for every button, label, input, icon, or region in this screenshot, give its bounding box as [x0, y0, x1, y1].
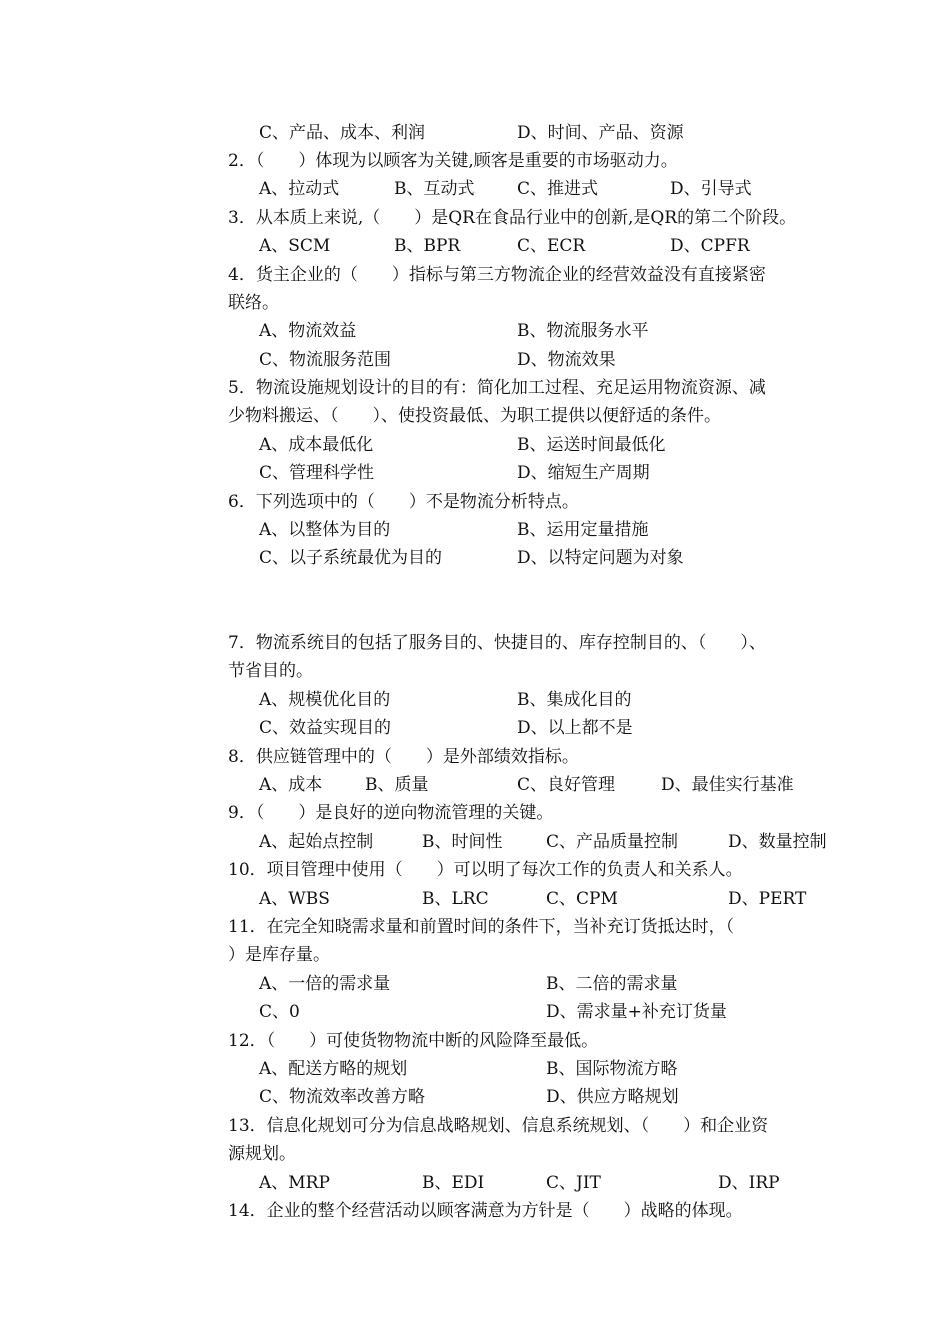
q10-option-d: D、PERT: [728, 889, 807, 909]
q7-option-b: B、集成化目的: [517, 690, 632, 710]
q10-option-a: A、WBS: [259, 889, 330, 909]
q9-option-a: A、起始点控制: [259, 832, 374, 852]
q11-option-d: D、需求量+补充订货量: [546, 1002, 727, 1022]
q5-option-c: C、管理科学性: [259, 463, 375, 483]
q11-option-b: B、二倍的需求量: [546, 974, 678, 994]
q7-option-c: C、效益实现目的: [259, 718, 392, 738]
q5-option-a: A、成本最低化: [259, 435, 374, 455]
q6-option-d: D、以特定问题为对象: [517, 548, 684, 568]
q6-option-a: A、以整体为目的: [259, 520, 391, 540]
q9-option-c: C、产品质量控制: [546, 832, 679, 852]
q2-option-a: A、拉动式: [259, 179, 340, 199]
q9-stem: 9．（ ）是良好的逆向物流管理的关键。: [228, 803, 554, 823]
q11-stem-line1: 11．在完全知晓需求量和前置时间的条件下，当补充订货抵达时，（: [228, 917, 735, 937]
q9-option-b: B、时间性: [422, 832, 503, 852]
q3-option-b: B、BPR: [394, 236, 461, 256]
q4-option-d: D、物流效果: [517, 350, 616, 370]
q5-option-d: D、缩短生产周期: [517, 463, 650, 483]
q5-option-b: B、运送时间最低化: [517, 435, 666, 455]
q8-option-c: C、良好管理: [517, 775, 616, 795]
q13-option-c: C、JIT: [546, 1173, 601, 1193]
q3-stem: 3．从本质上来说,（ ）是QR在食品行业中的创新,是QR的第二个阶段。: [228, 208, 797, 228]
q5-stem-line1: 5．物流设施规划设计的目的有：简化加工过程、充足运用物流资源、减: [228, 378, 766, 398]
q10-option-b: B、LRC: [422, 889, 489, 909]
q13-option-a: A、MRP: [259, 1173, 330, 1193]
q8-option-b: B、质量: [365, 775, 429, 795]
q3-option-a: A、SCM: [259, 236, 331, 256]
q12-option-c: C、物流效率改善方略: [259, 1087, 426, 1107]
q5-stem-line2: 少物料搬运、（ ）、使投资最低、为职工提供以便舒适的条件。: [228, 406, 721, 426]
q12-option-d: D、供应方略规划: [546, 1087, 679, 1107]
q8-stem: 8．供应链管理中的（ ）是外部绩效指标。: [228, 747, 579, 767]
q3-option-c: C、ECR: [517, 236, 586, 256]
q13-stem-line1: 13．信息化规划可分为信息战略规划、信息系统规划、（ ）和企业资: [228, 1116, 769, 1136]
q2-stem: 2．（ ）体现为以顾客为关键,顾客是重要的市场驱动力。: [228, 151, 678, 171]
q1-option-d: D、时间、产品、资源: [517, 123, 684, 143]
q4-stem-line2: 联络。: [228, 293, 279, 313]
q11-stem-line2: ）是库存量。: [228, 945, 330, 965]
q11-option-a: A、一倍的需求量: [259, 974, 391, 994]
q7-option-a: A、规模优化目的: [259, 690, 391, 710]
q2-option-b: B、互动式: [394, 179, 475, 199]
q12-option-a: A、配送方略的规划: [259, 1059, 408, 1079]
q8-option-a: A、成本: [259, 775, 323, 795]
q12-option-b: B、国际物流方略: [546, 1059, 678, 1079]
q8-option-d: D、最佳实行基准: [661, 775, 794, 795]
q6-option-b: B、运用定量措施: [517, 520, 649, 540]
q4-option-c: C、物流服务范围: [259, 350, 392, 370]
q6-option-c: C、以子系统最优为目的: [259, 548, 443, 568]
q4-stem-line1: 4．货主企业的（ ）指标与第三方物流企业的经营效益没有直接紧密: [228, 265, 766, 285]
q10-stem: 10．项目管理中使用（ ）可以明了每次工作的负责人和关系人。: [228, 860, 743, 880]
q7-option-d: D、以上都不是: [517, 718, 633, 738]
q3-option-d: D、CPFR: [670, 236, 750, 256]
q13-option-d: D、IRP: [718, 1173, 780, 1193]
q12-stem: 12．（ ）可使货物物流中断的风险降至最低。: [228, 1031, 599, 1051]
q6-stem: 6．下列选项中的（ ）不是物流分析特点。: [228, 492, 579, 512]
q13-stem-line2: 源规划。: [228, 1144, 296, 1164]
q4-option-a: A、物流效益: [259, 321, 357, 341]
q9-option-d: D、数量控制: [728, 832, 827, 852]
q2-option-c: C、推进式: [517, 179, 599, 199]
q13-option-b: B、EDI: [422, 1173, 485, 1193]
q10-option-c: C、CPM: [546, 889, 618, 909]
q14-stem: 14．企业的整个经营活动以顾客满意为方针是（ ）战略的体现。: [228, 1201, 743, 1221]
q7-stem-line2: 节省目的。: [228, 661, 313, 681]
q7-stem-line1: 7．物流系统目的包括了服务目的、快捷目的、库存控制目的、（ ）、: [228, 633, 766, 653]
q2-option-d: D、引导式: [670, 179, 752, 199]
q1-option-c: C、产品、成本、利润: [259, 123, 426, 143]
q11-option-c: C、0: [259, 1002, 300, 1022]
q4-option-b: B、物流服务水平: [517, 321, 649, 341]
